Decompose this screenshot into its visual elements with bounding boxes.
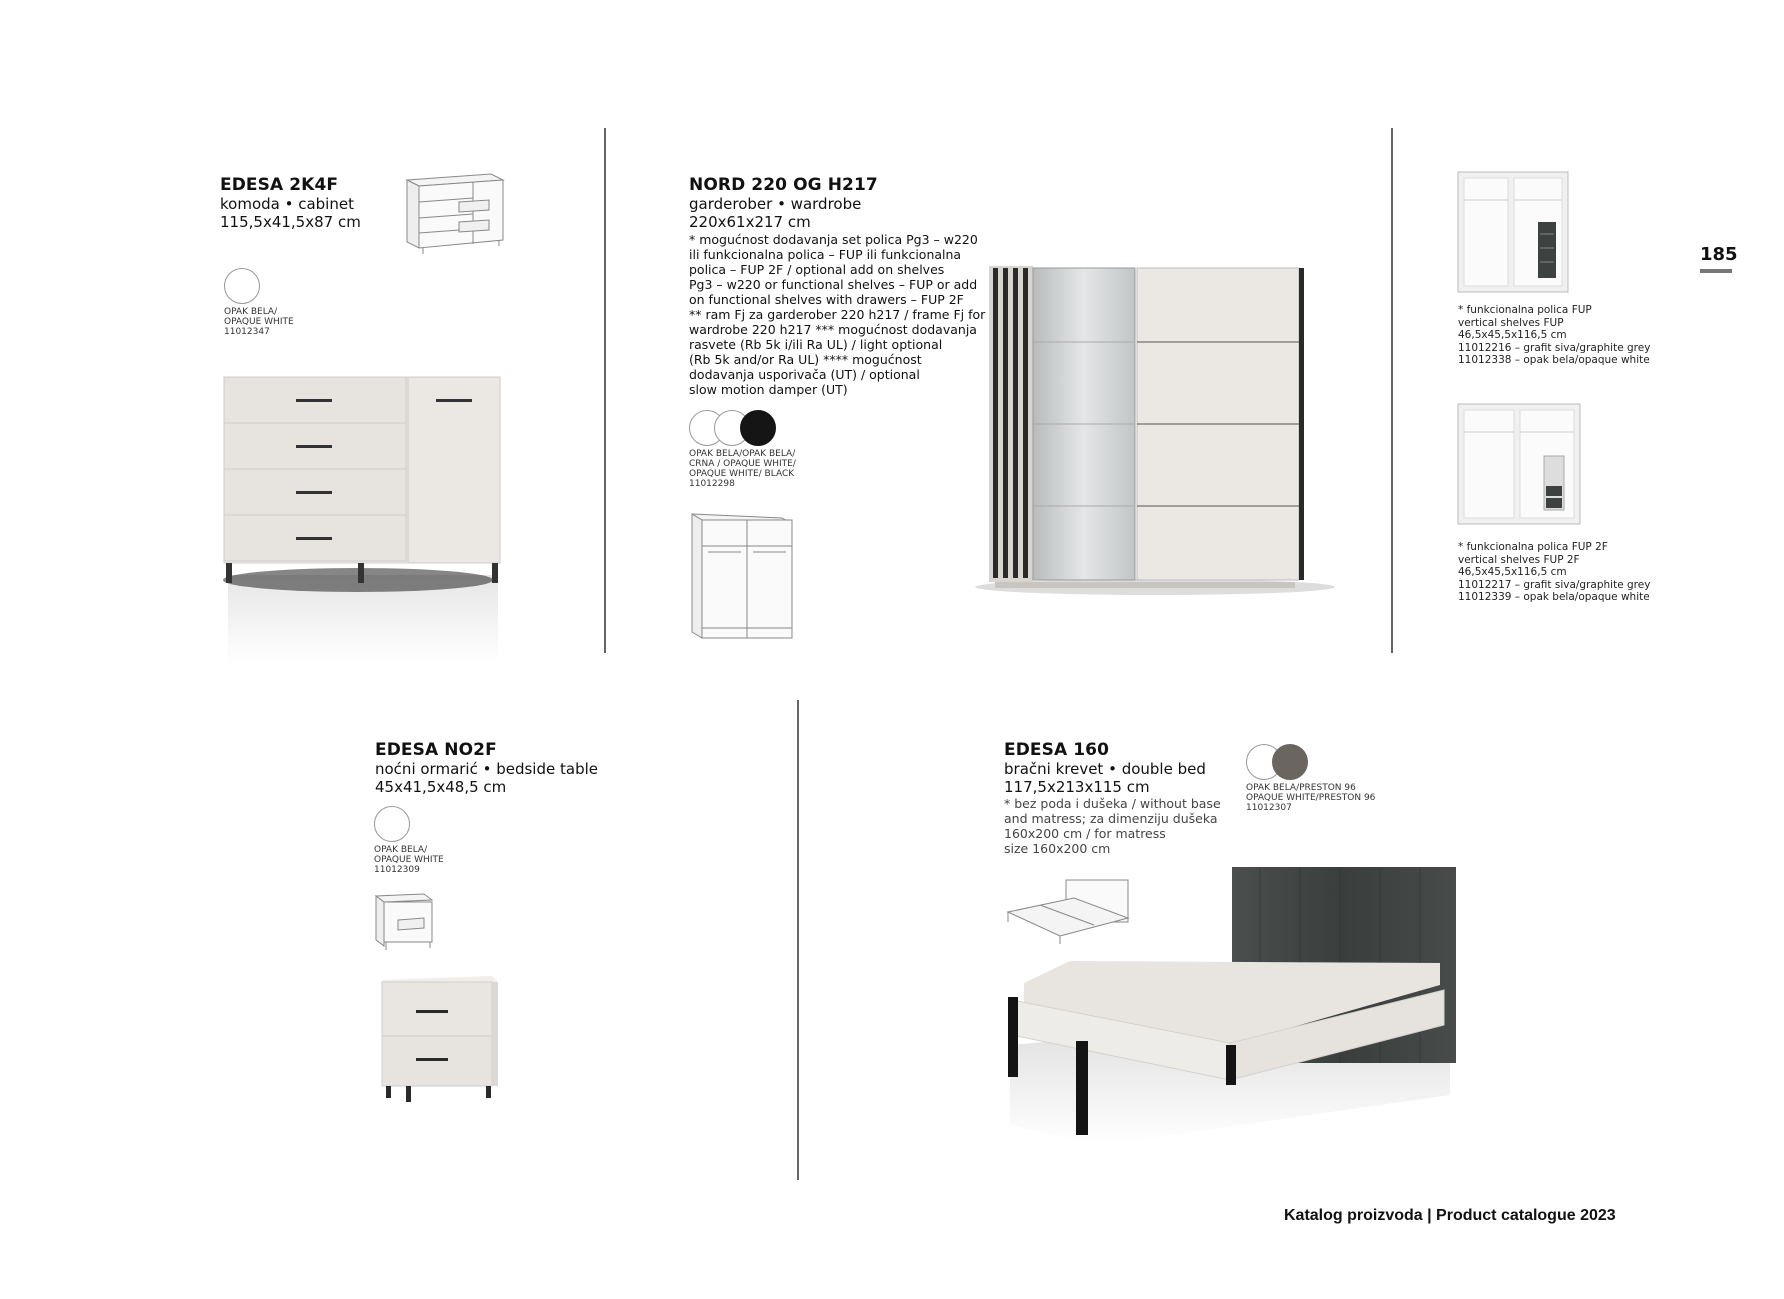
note-line: * bez poda i dušeka / without base (1004, 796, 1221, 811)
product-note (689, 232, 985, 397)
note-line: 160x200 cm / for matress (1004, 826, 1166, 841)
divider-line (1391, 128, 1393, 653)
swatch-label-line: OPAK BELA/PRESTON 96 (1246, 783, 1356, 793)
bedside-line-drawing (374, 892, 436, 952)
product-title: EDESA 2K4F (220, 175, 339, 195)
swatch-opaque-white[interactable] (374, 806, 410, 842)
fup2f-text (1458, 541, 1650, 604)
note-line: dodavanja usporivača (UT) / optional (689, 367, 920, 382)
fup2f-line: vertical shelves FUP 2F (1458, 553, 1580, 566)
fup-line: 46,5x45,5x116,5 cm (1458, 329, 1567, 341)
bed-photo (1000, 865, 1460, 1150)
product-subtitle: garderober • wardrobe (689, 195, 862, 213)
product-title: NORD 220 OG H217 (689, 175, 878, 195)
product-dimensions: 117,5x213x115 cm (1004, 778, 1150, 796)
fup-line: 11012216 – grafit siva/graphite grey (1458, 341, 1651, 354)
note-line: (Rb 5k and/or Ra UL) **** mogućnost (689, 352, 922, 367)
swatch-label (374, 845, 444, 875)
edesa-2k4f-text (220, 175, 361, 231)
fup2f-shelf-drawing (1456, 402, 1583, 527)
fup2f-line: 11012217 – grafit siva/graphite grey (1458, 578, 1651, 591)
fup2f-line: 46,5x45,5x116,5 cm (1458, 566, 1567, 578)
swatch-label-line: OPAQUE WHITE/PRESTON 96 (1246, 793, 1376, 803)
page-number: 185 (1700, 244, 1738, 265)
fup-line: 11012338 – opak bela/opaque white (1458, 354, 1650, 366)
note-line: size 160x200 cm (1004, 841, 1111, 856)
note-line: polica – FUP 2F / optional add on shelves (689, 262, 945, 277)
product-dimensions: 45x41,5x48,5 cm (375, 778, 507, 796)
swatch-label-line: OPAQUE WHITE/ BLACK (689, 469, 795, 479)
nord-text (689, 175, 985, 397)
swatch-label-line: 11012298 (689, 479, 735, 489)
product-subtitle: komoda • cabinet (220, 195, 354, 213)
fup2f-line: * funkcionalna polica FUP 2F (1458, 541, 1608, 553)
wardrobe-line-drawing (688, 510, 798, 640)
swatch-label (224, 307, 294, 337)
fup-shelf-drawing (1456, 170, 1571, 295)
swatch-label-line: OPAK BELA/ (374, 845, 428, 855)
note-line: rasvete (Rb 5k i/ili Ra UL) / light optional (689, 337, 943, 352)
wardrobe-photo (975, 262, 1340, 597)
note-line: * mogućnost dodavanja set polica Pg3 – w220 (689, 232, 978, 247)
fup-line: vertical shelves FUP (1458, 316, 1564, 329)
product-subtitle: bračni krevet • double bed (1004, 760, 1206, 778)
product-dimensions: 220x61x217 cm (689, 213, 811, 231)
swatch-label-line: 11012307 (1246, 803, 1292, 813)
page-number-underline (1700, 269, 1732, 273)
product-subtitle: noćni ormarić • bedside table (375, 760, 598, 778)
bedside-photo (376, 972, 502, 1102)
swatch-label-line: 11012347 (224, 327, 270, 337)
note-line: ili funkcionalna polica – FUP ili funkcionalna (689, 247, 962, 262)
product-note (1004, 796, 1221, 856)
swatch-label-line: OPAK BELA/OPAK BELA/ (689, 449, 796, 459)
divider-line (797, 700, 799, 1180)
swatch-label-line: OPAK BELA/ (224, 307, 278, 317)
product-dimensions: 115,5x41,5x87 cm (220, 213, 361, 231)
edesa-160-text (1004, 740, 1221, 856)
swatch-opaque-white[interactable] (224, 268, 260, 304)
fup-line: * funkcionalna polica FUP (1458, 304, 1592, 316)
note-line: on functional shelves with drawers – FUP 2F (689, 292, 964, 307)
cabinet-photo (218, 375, 508, 665)
footer-text: Katalog proizvoda | Product catalogue 2023 (1284, 1207, 1616, 1224)
note-line: ** ram Fj za garderober 220 h217 / frame Fj for (689, 307, 986, 322)
note-line: Pg3 – w220 or functional shelves – FUP or add (689, 277, 978, 292)
swatch-label (689, 449, 796, 489)
swatch-label (1246, 783, 1375, 813)
note-line: slow motion damper (UT) (689, 382, 848, 397)
swatch-preston[interactable] (1272, 744, 1308, 780)
swatch-black[interactable] (740, 410, 776, 446)
note-line: wardrobe 220 h217 *** mogućnost dodavanja (689, 322, 977, 337)
swatch-label-line: CRNA / OPAQUE WHITE/ (689, 459, 796, 469)
divider-line (604, 128, 606, 653)
fup2f-line: 11012339 – opak bela/opaque white (1458, 591, 1650, 603)
swatch-label-line: OPAQUE WHITE (374, 855, 444, 865)
note-line: and matress; za dimenziju dušeka (1004, 811, 1218, 826)
swatch-label-line: 11012309 (374, 865, 420, 875)
edesa-no2f-text (375, 740, 598, 796)
product-title: EDESA NO2F (375, 740, 497, 760)
swatch-label-line: OPAQUE WHITE (224, 317, 294, 327)
fup-text (1458, 304, 1650, 367)
product-title: EDESA 160 (1004, 740, 1110, 760)
cabinet-line-drawing (403, 170, 505, 255)
